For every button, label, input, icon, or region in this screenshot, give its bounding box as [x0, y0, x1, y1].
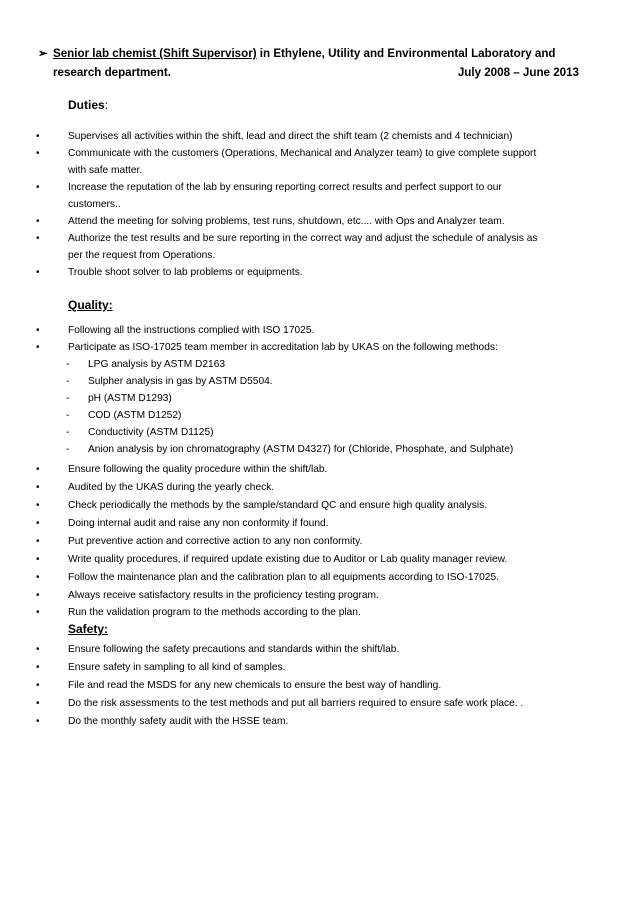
job-role: Senior lab chemist (Shift Supervisor) — [53, 47, 257, 60]
bullet-icon: • — [36, 644, 40, 655]
bullet-icon: • — [36, 182, 40, 193]
bullet-icon: • — [36, 233, 40, 244]
quality-text: Following all the instructions complied with ISO 17025. — [68, 325, 315, 336]
duties-heading-colon: : — [104, 98, 109, 112]
bullet-icon: • — [36, 216, 40, 227]
quality-text: Run the validation program to the methods according to the plan. — [68, 607, 361, 618]
job-heading-line-2 — [53, 63, 579, 82]
bullet-icon: • — [36, 680, 40, 691]
quality-text: Put preventive action and corrective action to any non conformity. — [68, 536, 363, 547]
safety-text: Do the monthly safety audit with the HSSE team. — [68, 716, 289, 727]
safety-text: Do the risk assessments to the test methods and put all barriers required to ensure safe work place. . — [68, 698, 524, 709]
safety-text: File and read the MSDS for any new chemicals to ensure the best way of handling. — [68, 680, 442, 691]
dash-marker: - — [66, 427, 70, 438]
method-text: COD (ASTM D1252) — [88, 410, 182, 421]
duty-text: Authorize the test results and be sure reporting in the correct way and adjust the schedule of analysis as per the request from Operations. — [68, 233, 538, 261]
bullet-icon: • — [36, 325, 40, 336]
bullet-icon: • — [36, 572, 40, 583]
method-text: pH (ASTM D1293) — [88, 393, 172, 404]
method-text: Sulpher analysis in gas by ASTM D5504. — [88, 376, 273, 387]
bullet-icon: • — [36, 662, 40, 673]
duty-text: Trouble shoot solver to lab problems or equipments. — [68, 267, 303, 278]
duty-text: Attend the meeting for solving problems, test runs, shutdown, etc.... with Ops and Analyzer team. — [68, 216, 505, 227]
bullet-icon: • — [36, 716, 40, 727]
quality-heading — [68, 298, 113, 312]
dash-marker: - — [66, 444, 70, 455]
method-text: Anion analysis by ion chromatography (ASTM D4327) for (Chloride, Phosphate, and Sulphate) — [88, 444, 514, 455]
job-department: research department. — [53, 66, 171, 79]
quality-text: Audited by the UKAS during the yearly check. — [68, 482, 275, 493]
bullet-icon: • — [36, 536, 40, 547]
quality-text: Follow the maintenance plan and the calibration plan to all equipments according to ISO-17025. — [68, 572, 499, 583]
bullet-icon: • — [36, 482, 40, 493]
method-text: Conductivity (ASTM D1125) — [88, 427, 214, 438]
bullet-icon: • — [36, 698, 40, 709]
quality-heading-text: Quality: — [68, 298, 113, 312]
bullet-icon: • — [36, 464, 40, 475]
job-place: in Ethylene, Utility and Environmental Laboratory and — [256, 47, 556, 60]
bullet-icon: • — [36, 148, 40, 159]
bullet-icon: • — [36, 131, 40, 142]
quality-text: Participate as ISO-17025 team member in accreditation lab by UKAS on the following methods: — [68, 342, 498, 353]
safety-text: Ensure following the safety precautions and standards within the shift/lab. — [68, 644, 400, 655]
quality-text: Check periodically the methods by the sample/standard QC and ensure high quality analysis. — [68, 500, 488, 511]
bullet-icon: • — [36, 342, 40, 353]
bullet-icon: • — [36, 554, 40, 565]
bullet-icon: • — [36, 500, 40, 511]
quality-text: Write quality procedures, if required update existing due to Auditor or Lab quality manager review. — [68, 554, 508, 565]
bullet-icon: • — [36, 590, 40, 601]
bullet-icon: • — [36, 607, 40, 618]
duty-text: Communicate with the customers (Operations, Mechanical and Analyzer team) to give complete support with safe matter. — [68, 148, 537, 176]
bullet-icon: • — [36, 267, 40, 278]
duties-heading — [68, 98, 108, 112]
dash-marker: - — [66, 410, 70, 421]
duty-text: Supervises all activities within the shift, lead and direct the shift team (2 chemists and 4 technician) — [68, 131, 513, 142]
bullet-icon: • — [36, 518, 40, 529]
dash-marker: - — [66, 376, 70, 387]
arrow-bullet-icon: ➢ — [38, 47, 48, 60]
job-heading-line-1 — [53, 44, 579, 63]
duties-heading-text: Duties — [68, 98, 105, 112]
duty-text: Increase the reputation of the lab by ensuring reporting correct results and perfect support to our customers.. — [68, 182, 502, 210]
dash-marker: - — [66, 393, 70, 404]
safety-text: Ensure safety in sampling to all kind of samples. — [68, 662, 286, 673]
quality-text: Doing internal audit and raise any non conformity if found. — [68, 518, 329, 529]
safety-heading — [68, 622, 108, 636]
quality-text: Ensure following the quality procedure within the shift/lab. — [68, 464, 328, 475]
safety-heading-text: Safety: — [68, 622, 109, 636]
dash-marker: - — [66, 359, 70, 370]
method-text: LPG analysis by ASTM D2163 — [88, 359, 226, 370]
job-dates: July 2008 – June 2013 — [457, 66, 579, 79]
quality-text: Always receive satisfactory results in the proficiency testing program. — [68, 590, 379, 601]
